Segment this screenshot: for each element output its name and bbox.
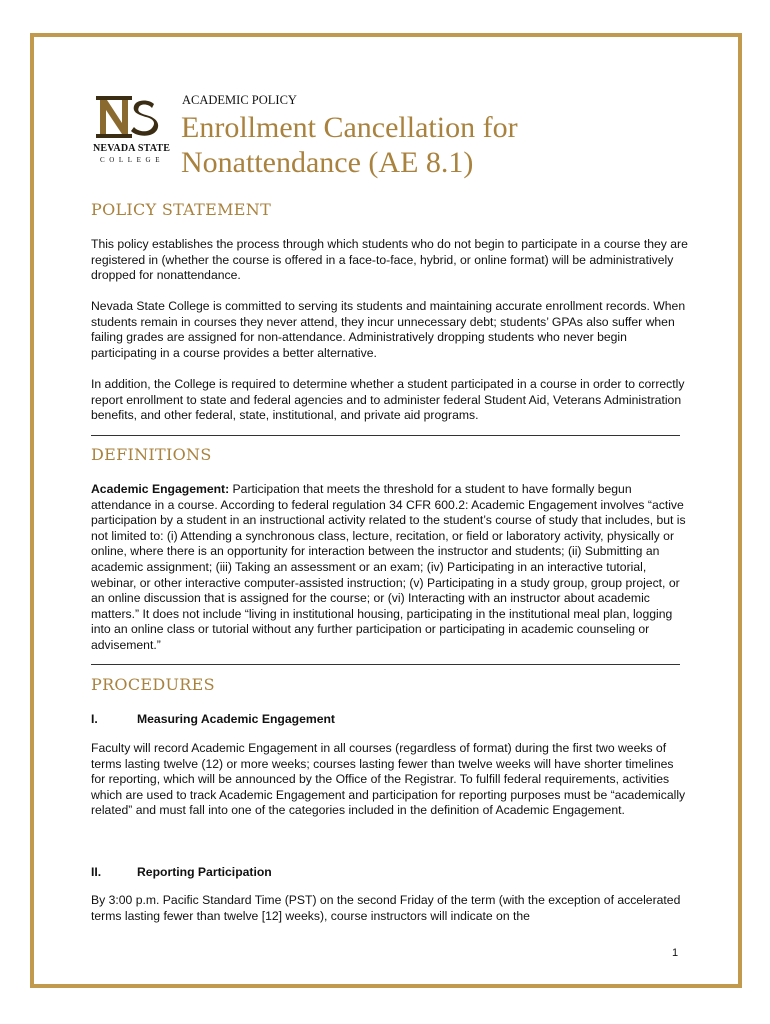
logo-name: NEVADA STATE xyxy=(93,143,171,154)
definition-term: Academic Engagement: xyxy=(91,482,230,496)
policy-statement-heading: POLICY STATEMENT xyxy=(91,200,272,219)
section-divider xyxy=(91,435,680,436)
ns-monogram-icon xyxy=(94,94,170,140)
logo-subtitle: COLLEGE xyxy=(100,156,165,164)
procedure-number: I. xyxy=(91,712,98,726)
title-line-1: Enrollment Cancellation for xyxy=(181,111,518,144)
section-divider xyxy=(91,664,680,665)
title-line-2: Nonattendance (AE 8.1) xyxy=(181,146,474,179)
policy-statement-p2: Nevada State College is committed to serving its students and maintaining accurate enrollment records. When students remain in courses they never attend, they incur unnecessary debt; students’ GPAs also suffer when failing grades are assigned for non-attendance. Administratively dropping students who never begin participating in a course provides a better alternative. xyxy=(91,299,686,360)
definition-text: Participation that meets the threshold for a student to have formally begun attendance in a course. According to federal regulation 34 CFR 600.2: Academic Engagement involves “active participation by a student in an instructional activity related to the student’s course of study that includes, but is not limited to: (i) Attending a synchronous class, lecture, recitation, or field or laboratory activity, physically or online, where there is an opportunity for interaction between the instructor and students; (ii) Submitting an academic assignment; (iii) Taking an assessment or an exam; (iv) Participating in an interactive tutorial, webinar, or other interactive computer-assisted instruction; (v) Participating in a study group, group project, or an online discussion that is assigned for the course; or (vi) Interacting with an instructor about academic matters.” It does not include “living in institutional housing, participating in the institutional meal plan, logging into an online class or tutorial without any further participation or participating in academic counseling or advisement.” xyxy=(91,482,686,652)
procedure-text-2: By 3:00 p.m. Pacific Standard Time (PST) on the second Friday of the term (with the exception of accelerated terms lasting fewer than twelve [12] weeks), course instructors will indicate on the xyxy=(91,893,681,923)
procedure-heading-2 xyxy=(91,865,272,879)
policy-statement-p3: In addition, the College is required to determine whether a student participated in a course in order to correctly report enrollment to state and federal agencies and to administer federal Student Aid, Veterans Administration benefits, and other federal, state, institutional, and private aid programs. xyxy=(91,377,685,423)
procedures-heading: PROCEDURES xyxy=(91,675,215,694)
procedure-heading-1 xyxy=(91,712,335,726)
page-title xyxy=(181,110,701,180)
policy-statement-p1: This policy establishes the process through which students who do not begin to participate in a course they are registered in (whether the course is offered in a face-to-face, hybrid, or online format) will be administratively dropped for nonattendance. xyxy=(91,237,688,283)
definitions-heading: DEFINITIONS xyxy=(91,445,212,464)
procedure-title: Reporting Participation xyxy=(137,865,272,879)
procedure-text-1: Faculty will record Academic Engagement in all courses (regardless of format) during the first two weeks of terms lasting twelve (12) or more weeks; courses lasting fewer than twelve weeks will have shorter timelines for reporting, which will be announced by the Office of the Registrar. To fulfill federal requirements, activities which are used to track Academic Engagement and participation for reporting purposes must be “academically related” and must fall into one of the categories included in the definition of Academic Engagement. xyxy=(91,741,686,818)
policy-label: ACADEMIC POLICY xyxy=(182,93,297,107)
procedure-number: II. xyxy=(91,865,102,879)
page-number: 1 xyxy=(672,947,679,959)
procedure-title: Measuring Academic Engagement xyxy=(137,712,335,726)
definition-academic-engagement xyxy=(91,482,689,654)
